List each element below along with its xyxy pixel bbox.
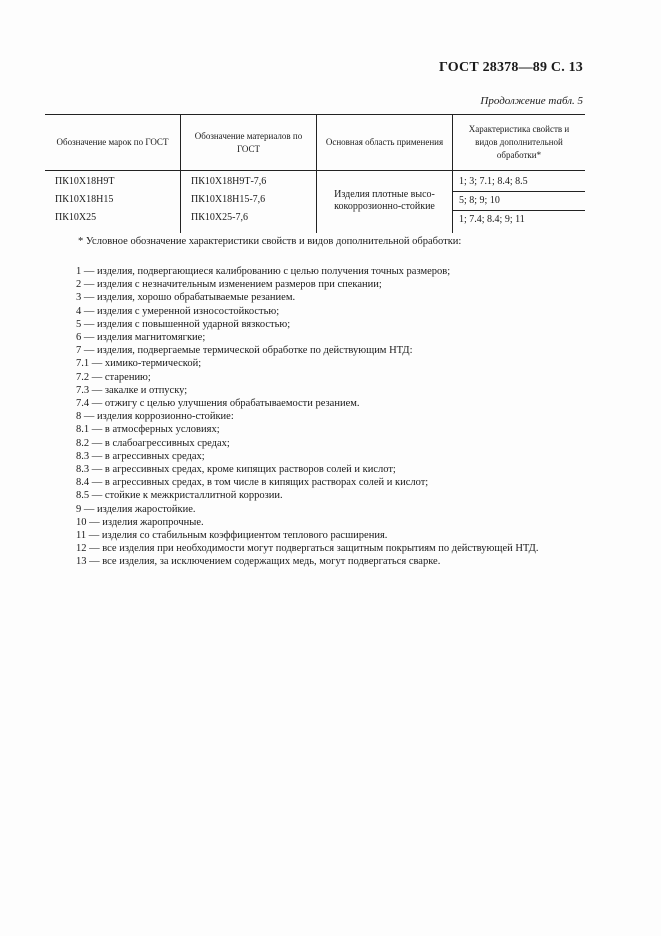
list-item: 10 — изделия жаропрочные. (76, 516, 204, 528)
list-item: 8.2 — в слабоагрессивных средах; (76, 437, 230, 449)
properties-cell: 5; 8; 9; 10 (453, 192, 585, 211)
list-item: 8.5 — стойкие к межкристаллитной коррозии. (76, 490, 283, 502)
table-header-row (45, 115, 585, 171)
list-item: 7.1 — химико-термической; (76, 358, 202, 370)
table-continuation-label: Продолжение табл. 5 (480, 95, 583, 107)
application-column (317, 171, 453, 234)
properties-cell: 1; 7.4; 8.4; 9; 11 (459, 214, 525, 225)
application-cell: Изделия плотные высо-кокоррозионно-стойкие (334, 189, 435, 212)
list-item: 7.4 — отжигу с целью улучшения обрабатываемости резанием. (76, 398, 360, 410)
list-item: 4 — изделия с умеренной износостойкостью; (76, 305, 280, 317)
list-item: 9 — изделия жаростойкие. (76, 503, 196, 515)
material-column (181, 171, 317, 234)
material-cell: ПК10Х25-7,6 (191, 212, 248, 223)
list-item: 8.4 — в агрессивных средах, в том числе в кипящих растворах солей и кислот; (76, 477, 429, 489)
list-item: 6 — изделия магнитомягкие; (76, 332, 206, 344)
header-application-area: Основная область применения (317, 115, 453, 171)
list-item: 8 — изделия коррозионно-стойкие: (76, 411, 234, 423)
list-item: 11 — изделия со стабильным коэффициентом теплового расширения. (76, 530, 388, 542)
list-item: 5 — изделия с повышенной ударной вязкостью; (76, 318, 291, 330)
page-header: ГОСТ 28378—89 С. 13 (439, 60, 583, 75)
list-item: 8.3 — в агрессивных средах, кроме кипящих растворов солей и кислот; (76, 464, 396, 476)
grade-cell: ПК10Х25 (55, 212, 97, 223)
list-item: 7.3 — закалке и отпуску; (76, 384, 188, 396)
header-grade-designation: Обозначение марок по ГОСТ (45, 115, 181, 171)
grade-cell: ПК10Х18Н9Т (55, 176, 115, 187)
list-item: 13 — все изделия, за исключением содержащих медь, могут подвергаться сварке. (76, 556, 441, 568)
list-item: 1 — изделия, подвергающиеся калиброванию с целью получения точных размеров; (76, 266, 451, 277)
grades-table (45, 114, 585, 233)
list-item: 7 — изделия, подвергаемые термической обработке по действующим НТД: (76, 345, 413, 357)
grade-cell: ПК10Х18Н15 (55, 194, 114, 205)
list-item: 2 — изделия с незначительным изменением размеров при спекании; (76, 279, 382, 291)
header-properties: Характеристика свойств и видов дополнительной обработки* (453, 115, 586, 171)
legend-list (76, 265, 616, 569)
material-cell: ПК10Х18Н15-7,6 (191, 194, 266, 205)
list-item: 8.3 — в агрессивных средах; (76, 450, 205, 462)
list-item: 3 — изделия, хорошо обрабатываемые резанием. (76, 292, 296, 304)
list-item: 7.2 — старению; (76, 371, 151, 383)
table-row (45, 171, 585, 234)
list-item: 12 — все изделия при необходимости могут подвергаться защитным покрытиям по действующей НТД. (76, 543, 539, 555)
grade-column (45, 171, 181, 234)
properties-column (453, 171, 586, 234)
properties-cell: 1; 3; 7.1; 8.4; 8.5 (453, 173, 585, 192)
table-footnote: * Условное обозначение характеристики свойств и видов дополнительной обработки: (78, 236, 462, 247)
material-cell: ПК10Х18Н9Т-7,6 (191, 176, 267, 187)
header-material-designation: Обозначение материалов по ГОСТ (181, 115, 317, 171)
list-item: 8.1 — в атмосферных условиях; (76, 424, 220, 436)
